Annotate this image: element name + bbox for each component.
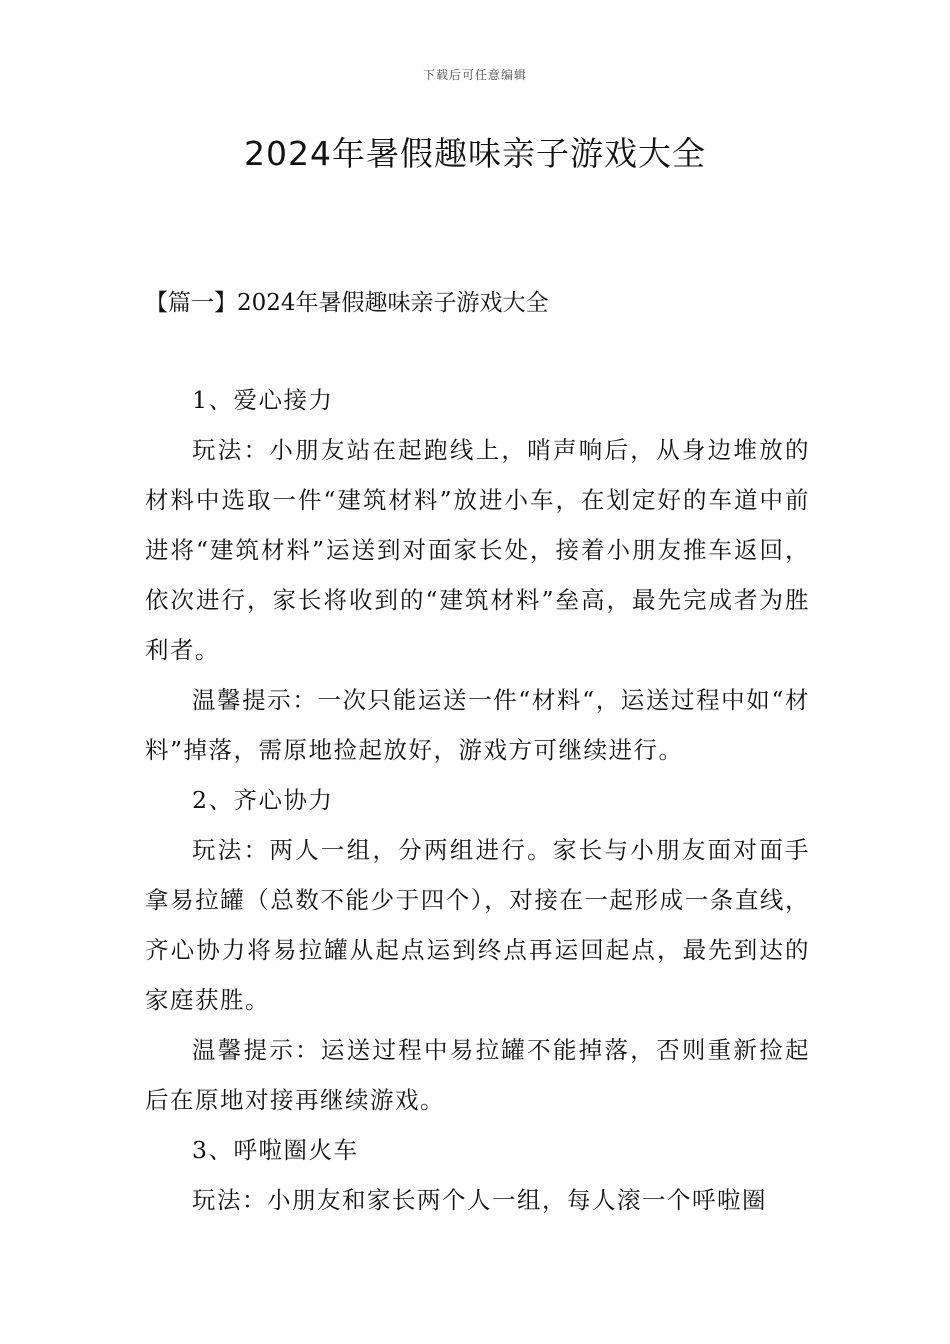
- header-note: 下载后可任意编辑: [422, 68, 527, 82]
- paragraph-tip-1: 温馨提示：一次只能运送一件“材料“，运送过程中如“材料”掉落，需原地捡起放好，游戏方可继续进行。: [145, 686, 810, 764]
- item-heading-2: 2、齐心协力: [192, 786, 334, 814]
- item-heading-3: 3、呼啦圈火车: [192, 1136, 359, 1164]
- paragraph-tip-2: 温馨提示：运送过程中易拉罐不能掉落，否则重新捡起后在原地对接再继续游戏。: [145, 1036, 810, 1114]
- document-title: 2024年暑假趣味亲子游戏大全: [244, 134, 706, 173]
- paragraph-gameplay-2: 玩法：两人一组，分两组进行。家长与小朋友面对面手拿易拉罐（总数不能少于四个），对接在一起形成一条直线，齐心协力将易拉罐从起点运到终点再运回起点，最先到达的家庭获胜。: [145, 836, 810, 1014]
- item-heading-1: 1、爱心接力: [192, 386, 334, 414]
- document-body: [145, 375, 810, 1225]
- section-heading: 【篇一】2024年暑假趣味亲子游戏大全: [145, 290, 549, 316]
- paragraph-gameplay-1: 玩法：小朋友站在起跑线上，哨声响后，从身边堆放的材料中选取一件“建筑材料”放进小车，在划定好的车道中前进将“建筑材料”运送到对面家长处，接着小朋友推车返回，依次进行，家长将收到的“建筑材料”垒高，最先完成者为胜利者。: [145, 436, 810, 664]
- paragraph-gameplay-3: 玩法：小朋友和家长两个人一组，每人滚一个呼啦圈: [192, 1186, 767, 1214]
